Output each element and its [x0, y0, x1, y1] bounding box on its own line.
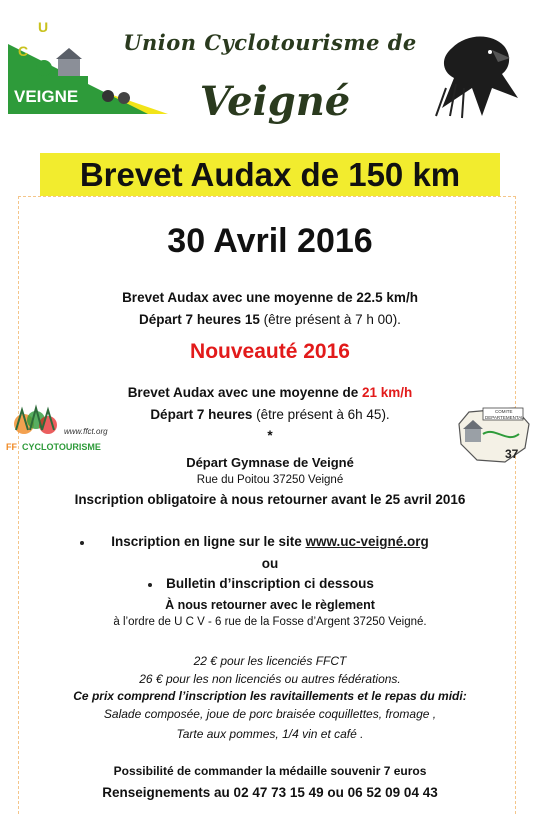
club-name-line1: Union Cyclotourisme de [123, 30, 417, 55]
online-text: Inscription en ligne sur le site [111, 534, 306, 549]
medal-note: Possibilité de commander la médaille souvenir 7 euros [113, 764, 427, 778]
star-separator: * [267, 428, 273, 443]
logo-letter-c: C [18, 43, 29, 59]
inscription-deadline: Inscription obligatoire à nous retourner avant le 25 avril 2016 [74, 492, 466, 507]
or-text: ou [261, 556, 279, 571]
brevet1-start: Départ 7 heures 15 [139, 312, 260, 327]
brevet2-presence: (être présent à 6h 45). [252, 407, 390, 422]
price-includes: Ce prix comprend l’inscription les ravitaillements et le repas du midi: [73, 689, 467, 703]
brevet2-line1 [0, 385, 540, 400]
club-name-line2: Veigné [199, 78, 351, 125]
ffct-logo [6, 400, 116, 460]
bulletin-line: Bulletin d’inscription ci dessous [166, 576, 374, 591]
cd37-line2: DEPARTEMENTAL [485, 415, 524, 420]
news-title: Nouveauté 2016 [190, 340, 350, 363]
ffct-url: www.ffct.org [64, 427, 108, 436]
contact-line: Renseignements au 02 47 73 15 49 ou 06 52 09 04 43 [102, 785, 438, 800]
menu-line2: Tarte aux pommes, 1/4 vin et café . [176, 727, 364, 741]
logo-letter-u: U [38, 19, 49, 35]
brevet2-speed: 21 km/h [362, 385, 413, 400]
eagle-icon [432, 28, 522, 120]
price-other: 26 € pour les non licenciés ou autres fédérations. [139, 672, 401, 686]
brevet1-presence: (être présent à 7 h 00). [259, 312, 401, 327]
price-ffct: 22 € pour les licenciés FFCT [193, 654, 347, 668]
brevet2-text: Brevet Audax avec une moyenne de [127, 385, 363, 400]
page-title: Brevet Audax de 150 km [79, 156, 461, 193]
brevet1-line2 [0, 312, 540, 327]
cd37-line1: COMITE [495, 409, 513, 414]
cd37-number: 37 [505, 447, 519, 461]
order-line: à l’ordre de U C V - 6 rue de la Fosse d’Argent 37250 Veigné. [113, 616, 427, 628]
event-date: 30 Avril 2016 [167, 222, 373, 260]
menu-line1: Salade composée, joue de porc braisée coquillettes, fromage , [103, 707, 437, 721]
venue-title: Départ Gymnase de Veigné [186, 455, 354, 470]
venue-address: Rue du Poitou 37250 Veigné [196, 474, 344, 486]
brevet1-line1: Brevet Audax avec une moyenne de 22.5 km/h [122, 290, 418, 305]
online-line [0, 534, 540, 549]
return-note: À nous retourner avec le règlement [165, 598, 375, 612]
brevet2-start: Départ 7 heures [150, 407, 253, 422]
ffct-ff: FF [6, 442, 17, 452]
ffct-name: CYCLOTOURISME [22, 442, 101, 452]
site-link[interactable]: www.uc-veigné.org [305, 534, 429, 549]
logo-name: VEIGNE [14, 87, 79, 106]
